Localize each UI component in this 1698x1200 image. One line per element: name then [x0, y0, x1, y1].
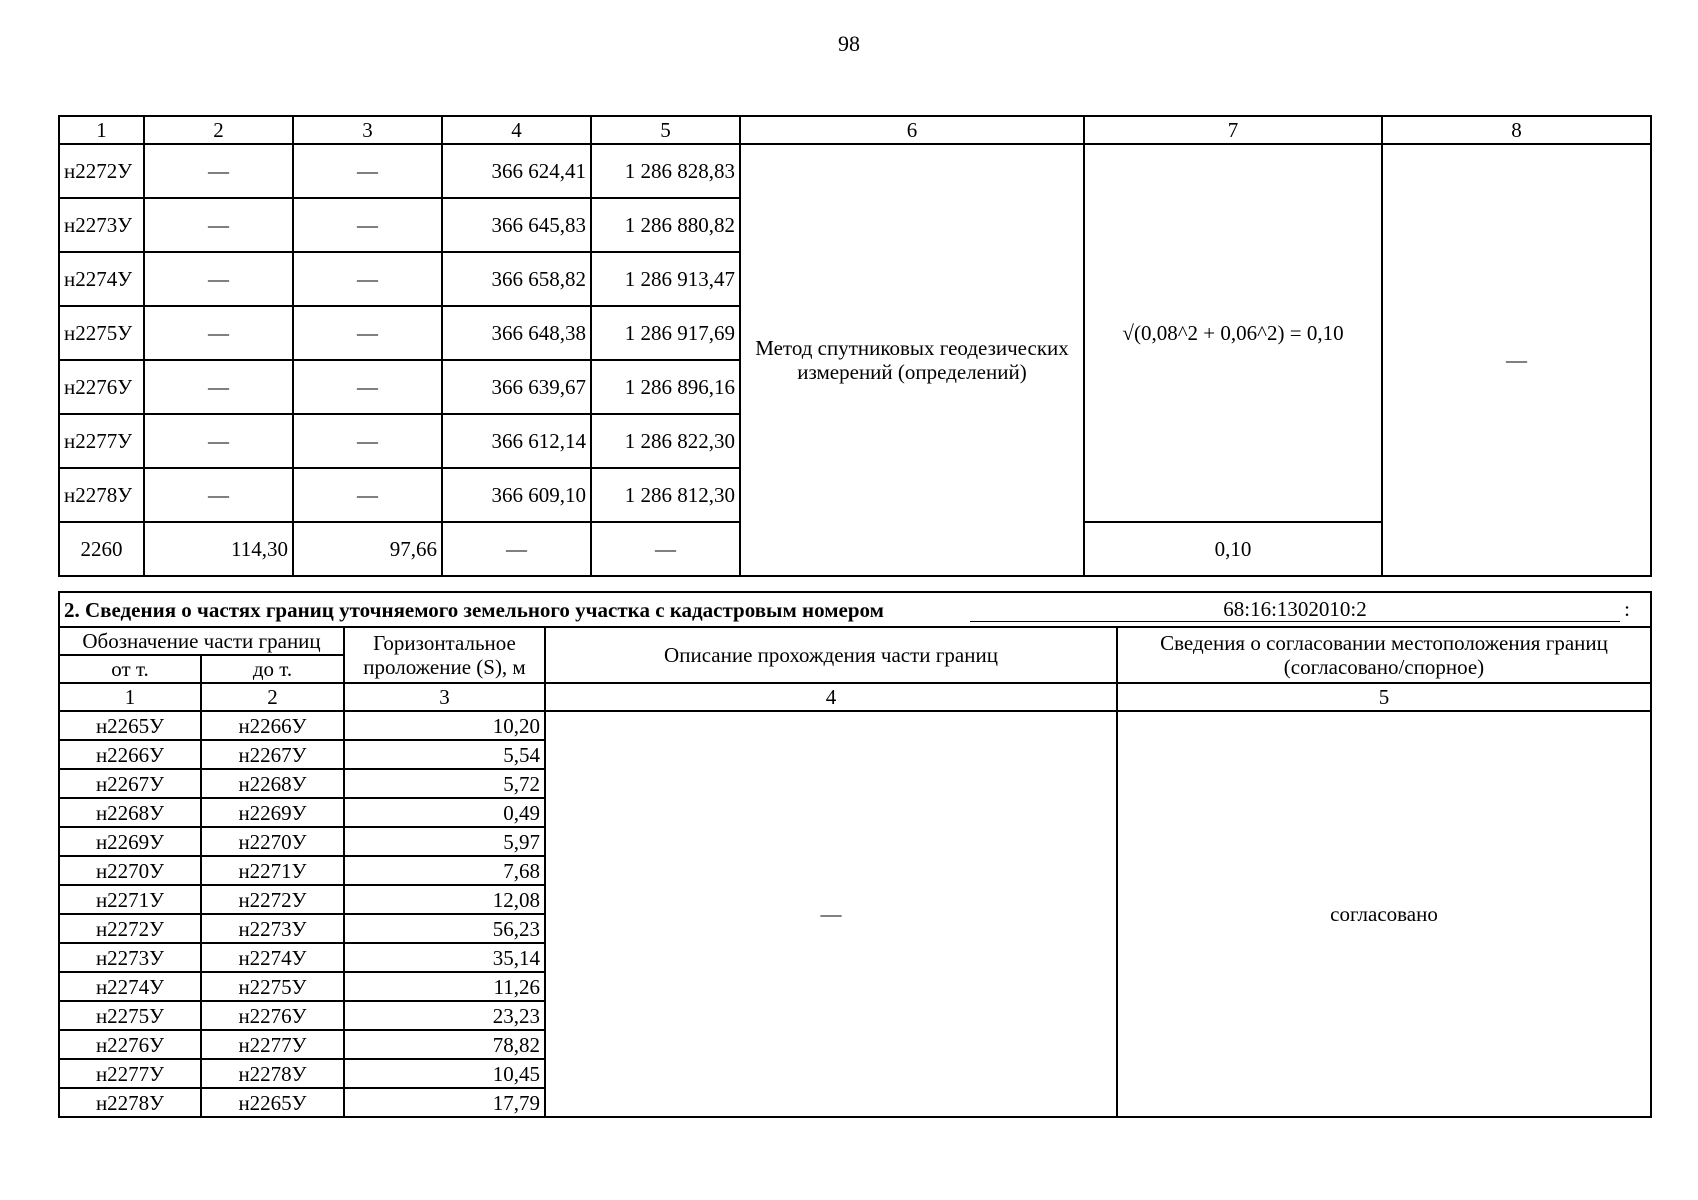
point-id: 2260 — [59, 522, 144, 576]
from-point: н2269У — [59, 827, 201, 856]
distance-value: 12,08 — [344, 885, 545, 914]
cell-col2: 114,30 — [144, 522, 293, 576]
cell-col3: — — [293, 468, 442, 522]
to-point: н2272У — [201, 885, 344, 914]
col-number: 2 — [201, 683, 344, 711]
accuracy-last: 0,10 — [1084, 522, 1382, 576]
coord-y: 1 286 880,82 — [591, 198, 740, 252]
col-number: 5 — [1117, 683, 1651, 711]
distance-value: 10,20 — [344, 711, 545, 740]
col-number: 4 — [442, 116, 591, 144]
section-title: 2. Сведения о частях границ уточняемого земельного участка с кадастровым номером — [64, 597, 884, 622]
from-point: н2267У — [59, 769, 201, 798]
point-id: н2277У — [59, 414, 144, 468]
column-numbers-row — [59, 683, 1651, 711]
boundary-parts-table — [58, 591, 1652, 1118]
to-point: н2274У — [201, 943, 344, 972]
coord-x: 366 645,83 — [442, 198, 591, 252]
coord-y: 1 286 822,30 — [591, 414, 740, 468]
to-point: н2270У — [201, 827, 344, 856]
cadastral-number: 68:16:1302010:2 — [970, 597, 1620, 622]
from-point: н2275У — [59, 1001, 201, 1030]
from-point: н2273У — [59, 943, 201, 972]
cell-col3: 97,66 — [293, 522, 442, 576]
coord-y: 1 286 917,69 — [591, 306, 740, 360]
col-number: 2 — [144, 116, 293, 144]
distance-value: 7,68 — [344, 856, 545, 885]
from-point: н2276У — [59, 1030, 201, 1059]
from-point: н2266У — [59, 740, 201, 769]
distance-header: Горизонтальное проложение (S), м — [344, 627, 545, 683]
coord-x: 366 658,82 — [442, 252, 591, 306]
cell-col2: — — [144, 252, 293, 306]
coord-x: 366 624,41 — [442, 144, 591, 198]
col-number: 4 — [545, 683, 1117, 711]
to-point: н2276У — [201, 1001, 344, 1030]
coordinates-table — [58, 115, 1652, 577]
cell-col3: — — [293, 306, 442, 360]
to-point: н2266У — [201, 711, 344, 740]
distance-value: 5,54 — [344, 740, 545, 769]
colon: : — [1624, 597, 1630, 621]
distance-value: 35,14 — [344, 943, 545, 972]
to-point: н2267У — [201, 740, 344, 769]
cell-col3: — — [293, 198, 442, 252]
description-header: Описание прохождения части границ — [545, 627, 1117, 683]
point-id: н2273У — [59, 198, 144, 252]
distance-value: 5,97 — [344, 827, 545, 856]
cell-col3: — — [293, 144, 442, 198]
point-id: н2275У — [59, 306, 144, 360]
point-id: н2272У — [59, 144, 144, 198]
to-point: н2271У — [201, 856, 344, 885]
to-point: н2265У — [201, 1088, 344, 1117]
from-point: н2265У — [59, 711, 201, 740]
table-row — [59, 711, 1651, 740]
description-value: — — [545, 711, 1117, 1117]
accuracy-formula: √(0,08^2 + 0,06^2) = 0,10 — [1084, 144, 1382, 522]
col-number: 3 — [344, 683, 545, 711]
col-number: 1 — [59, 683, 201, 711]
cell-col3: — — [293, 414, 442, 468]
section-title-row — [59, 592, 1651, 627]
cell-col2: — — [144, 468, 293, 522]
distance-value: 78,82 — [344, 1030, 545, 1059]
cell-col3: — — [293, 360, 442, 414]
col-number: 5 — [591, 116, 740, 144]
col8-cell: — — [1382, 144, 1651, 576]
distance-value: 23,23 — [344, 1001, 545, 1030]
point-id: н2274У — [59, 252, 144, 306]
agreement-value: согласовано — [1117, 711, 1651, 1117]
col-number: 3 — [293, 116, 442, 144]
cell-col3: — — [293, 252, 442, 306]
distance-value: 10,45 — [344, 1059, 545, 1088]
coord-x: 366 612,14 — [442, 414, 591, 468]
from-point: н2277У — [59, 1059, 201, 1088]
col-number: 8 — [1382, 116, 1651, 144]
cell-col2: — — [144, 198, 293, 252]
point-id: н2276У — [59, 360, 144, 414]
coord-y: 1 286 812,30 — [591, 468, 740, 522]
from-point: н2274У — [59, 972, 201, 1001]
method-cell: Метод спутниковых геодезических измерений (определений) — [740, 144, 1084, 576]
col-number: 7 — [1084, 116, 1382, 144]
part-designation-header: Обозначение части границ — [59, 627, 344, 655]
table-row — [59, 144, 1651, 198]
cell-col2: — — [144, 360, 293, 414]
cell-col2: — — [144, 306, 293, 360]
coord-x: 366 609,10 — [442, 468, 591, 522]
to-point: н2277У — [201, 1030, 344, 1059]
from-point: н2268У — [59, 798, 201, 827]
distance-value: 17,79 — [344, 1088, 545, 1117]
coord-y: — — [591, 522, 740, 576]
coord-x: — — [442, 522, 591, 576]
to-point: н2268У — [201, 769, 344, 798]
distance-value: 11,26 — [344, 972, 545, 1001]
distance-value: 5,72 — [344, 769, 545, 798]
coord-x: 366 639,67 — [442, 360, 591, 414]
from-header: от т. — [59, 655, 201, 683]
to-point: н2278У — [201, 1059, 344, 1088]
coord-y: 1 286 913,47 — [591, 252, 740, 306]
column-numbers-row — [59, 116, 1651, 144]
distance-value: 0,49 — [344, 798, 545, 827]
to-header: до т. — [201, 655, 344, 683]
coord-y: 1 286 896,16 — [591, 360, 740, 414]
from-point: н2272У — [59, 914, 201, 943]
cell-col2: — — [144, 144, 293, 198]
col-number: 1 — [59, 116, 144, 144]
from-point: н2271У — [59, 885, 201, 914]
distance-value: 56,23 — [344, 914, 545, 943]
point-id: н2278У — [59, 468, 144, 522]
from-point: н2270У — [59, 856, 201, 885]
to-point: н2273У — [201, 914, 344, 943]
to-point: н2269У — [201, 798, 344, 827]
from-point: н2278У — [59, 1088, 201, 1117]
page-number: 98 — [838, 31, 860, 56]
cell-col2: — — [144, 414, 293, 468]
col-number: 6 — [740, 116, 1084, 144]
coord-y: 1 286 828,83 — [591, 144, 740, 198]
to-point: н2275У — [201, 972, 344, 1001]
agreement-header: Сведения о согласовании местоположения границ (согласовано/спорное) — [1117, 627, 1651, 683]
coord-x: 366 648,38 — [442, 306, 591, 360]
